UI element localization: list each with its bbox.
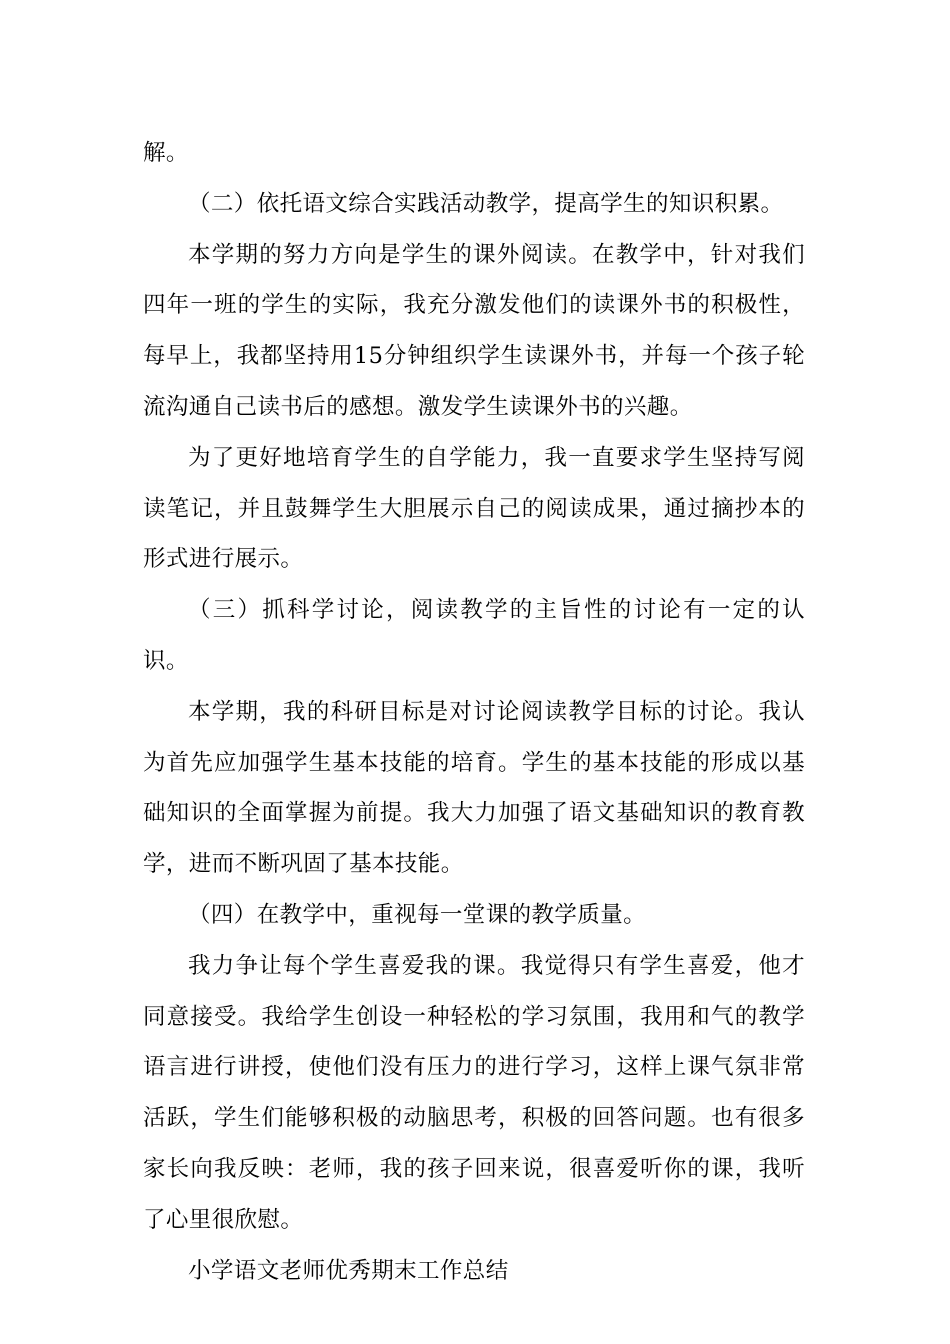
- paragraph: 本学期的努力方向是学生的课外阅读。在教学中，针对我们四年一班的学生的实际，我充分激发他们的读课外书的积极性，每早上，我都坚持用15分钟组织学生读课外书，并每一个孩子轮流沟通自己读书后的感想。激发学生读课外书的兴趣。: [143, 241, 805, 420]
- section-heading-3: （三）抓科学讨论，阅读教学的主旨性的讨论有一定的认识。: [143, 597, 805, 674]
- paragraph-continuation: 解。: [143, 140, 189, 166]
- paragraph: 我力争让每个学生喜爱我的课。我觉得只有学生喜爱，他才同意接受。我给学生创设一种轻松的学习氛围，我用和气的教学语言进行讲授，使他们没有压力的进行学习，这样上课气氛非常活跃，学生们能够积极的动脑思考，积极的回答问题。也有很多家长向我反映：老师，我的孩子回来说，很喜爱听你的课，我听了心里很欣慰。: [143, 952, 805, 1233]
- paragraph: 为了更好地培育学生的自学能力，我一直要求学生坚持写阅读笔记，并且鼓舞学生大胆展示自己的阅读成果，通过摘抄本的形式进行展示。: [143, 444, 805, 573]
- section-heading-2: （二）依托语文综合实践活动教学，提高学生的知识积累。: [188, 190, 784, 217]
- paragraph: 本学期，我的科研目标是对讨论阅读教学目标的讨论。我认为首先应加强学生基本技能的培育。学生的基本技能的形成以基础知识的全面掌握为前提。我大力加强了语文基础知识的教育教学，进而不断巩固了基本技能。: [143, 698, 805, 878]
- document-body: [143, 128, 805, 1296]
- section-heading-4: （四）在教学中，重视每一堂课的教学质量。: [188, 901, 647, 928]
- document-title-line: 小学语文老师优秀期末工作总结: [188, 1257, 509, 1284]
